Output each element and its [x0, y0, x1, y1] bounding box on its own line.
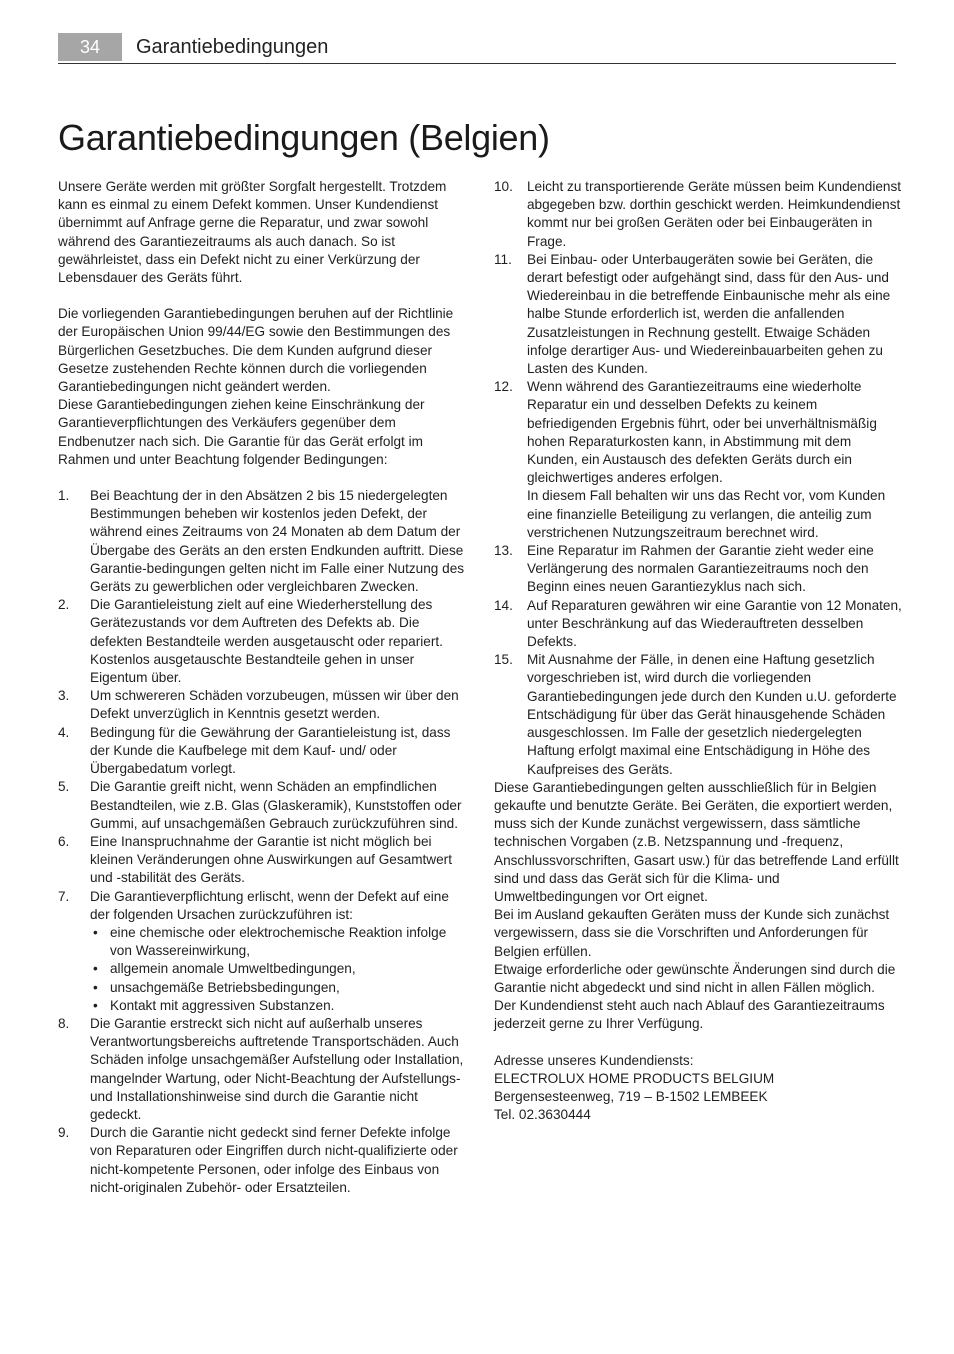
- condition-item: [58, 724, 466, 779]
- item-number: 2.: [58, 597, 70, 613]
- item-number: 4.: [58, 724, 70, 740]
- item-text: Bei Einbau- oder Unterbaugeräten sowie bei Geräten, die derart befestigt oder aufgehängt sind, dass für den Aus- und Wiedereinbau in die betreffende Einbaunische mehr als eine halbe Stunde erforderlich ist, werden die anfallenden Zusatzleistungen in Rechnung gestellt. Etwaige Schäden infolge derartiger Aus- und Wiedereinbauarbeiten gehen zu Lasten des Kunden.: [527, 251, 891, 377]
- closing-paragraph: Diese Garantiebedingungen gelten ausschließlich für in Belgien gekaufte und benutzte Geräte. Bei Geräten, die exportiert werden, muss sich der Kunde zunächst vergewissern, dass sämtliche technischen Vorgaben (z.B. Netzspannung und -frequenz, Anschlussvorschriften, Gasart usw.) für das betreffende Land erfüllt sind und dass das Gerät sich für die Klima- und Umweltbedingungen vor Ort eignet.: [494, 779, 899, 904]
- condition-item: [58, 833, 466, 888]
- closing-paragraph: Etwaige erforderliche oder gewünschte Änderungen sind durch die Garantie nicht abgedeckt und sind nicht in allen Fällen möglich.: [494, 961, 896, 995]
- item-text: Bei Beachtung der in den Absätzen 2 bis 15 niedergelegten Bestimmungen beheben wir kostenlos jeden Defekt, der während eines Zeitraums von 24 Monaten ab dem Datum der Übergabe des Geräts an den ersten Endkunden auftritt. Diese Garantie-bedingungen gelten nicht im Falle einer Nutzung des Geräts zu gewerblichen oder vergleichbaren Zwecken.: [90, 488, 465, 595]
- bullet-item: • Kontakt mit aggressiven Substanzen.: [90, 997, 466, 1015]
- page-title: Garantiebedingungen (Belgien): [58, 117, 550, 158]
- item-text: Durch die Garantie nicht gedeckt sind ferner Defekte infolge von Reparaturen oder Eingriffen durch nicht-qualifizierte oder nicht-kompetente Personen, oder infolge des Einbaus von nicht-originalen Zubehör- oder Ersatzteilen.: [90, 1125, 458, 1195]
- item-number: 7.: [58, 888, 70, 904]
- condition-item: [494, 597, 902, 652]
- condition-item: [58, 888, 466, 1015]
- conditions-list: [58, 487, 466, 1197]
- item-text: Eine Reparatur im Rahmen der Garantie zieht weder eine Verlängerung des normalen Garantiezeitraums noch den Beginn eines neuen Garantiezyklus nach sich.: [527, 543, 874, 595]
- item-number: 8.: [58, 1015, 70, 1031]
- closing-paragraph: Der Kundendienst steht auch nach Ablauf des Garantiezeitraums jederzeit gerne zu Ihrer Verfügung.: [494, 998, 885, 1032]
- item-number: 10.: [494, 179, 513, 194]
- item-text-continued: In diesem Fall behalten wir uns das Recht vor, vom Kunden eine finanzielle Beteiligung zu verlangen, die anteilig zum verstrichenen Nutzungszeitraum berechnet wird.: [527, 488, 886, 540]
- intro-paragraph: Diese Garantiebedingungen ziehen keine Einschränkung der Garantieverpflichtungen des Verkäufers gegenüber dem Endbenutzer nach sich. Die Garantie für das Gerät erfolgt im Rahmen und unter Beachtung folgender Bedingungen:: [58, 397, 425, 467]
- item-text: Bedingung für die Gewährung der Garantieleistung ist, dass der Kunde die Kaufbelege mit dem Kauf- und/ oder Übergabedatum vorlegt.: [90, 724, 451, 777]
- condition-item: [58, 687, 466, 723]
- intro-paragraph: Die vorliegenden Garantiebedingungen beruhen auf der Richtlinie der Europäischen Union 99/44/EG sowie den Bestimmungen des Bürgerlichen Gesetzbuches. Die dem Kunden aufgrund dieser Gesetze zustehenden Rechte können durch die vorliegenden Garantiebedingungen nicht geändert werden.: [58, 306, 454, 395]
- address-phone: Tel. 02.3630444: [494, 1107, 591, 1123]
- condition-item: [494, 178, 902, 251]
- address-company: ELECTROLUX HOME PRODUCTS BELGIUM: [494, 1070, 775, 1086]
- right-column: [494, 178, 902, 1124]
- condition-item: [58, 487, 466, 596]
- item-text: Leicht zu transportierende Geräte müssen beim Kundendienst abgegeben bzw. dorthin geschickt werden. Heimkundendienst kommt nur bei großen Geräten oder bei Einbaugeräten in Frage.: [527, 179, 902, 249]
- item-text: Die Garantie erstreckt sich nicht auf außerhalb unseres Verantwortungsbereichs auftretende Transportschäden. Auch Schäden infolge unsachgemäßer Aufstellung oder Installation, mangelnder Wartung, oder Nicht-Beachtung der Aufstellungs- und Installationshinweise sind durch die Garantie nicht gedeckt.: [90, 1015, 464, 1122]
- item-text: Die Garantie greift nicht, wenn Schäden an empfindlichen Bestandteilen, wie z.B. Glas (Glaskeramik), Kunststoffen oder Gummi, auf unsachgemäßen Gebrauch zurückzuführen sind.: [90, 779, 462, 831]
- item-number: 12.: [494, 379, 513, 395]
- condition-item: [58, 1124, 466, 1197]
- page-header: [58, 33, 896, 64]
- bullet-item: • eine chemische oder elektrochemische Reaktion infolge von Wassereinwirkung,: [90, 924, 466, 960]
- address-street: Bergensesteenweg, 719 – B-1502 LEMBEEK: [494, 1088, 768, 1104]
- item-number: 13.: [494, 543, 513, 559]
- section-title: Garantiebedingungen: [136, 36, 329, 58]
- condition-item: [494, 542, 902, 597]
- condition-item: [494, 251, 902, 378]
- condition-item: [58, 596, 466, 687]
- intro-paragraph: Unsere Geräte werden mit größter Sorgfalt hergestellt. Trotzdem kann es einmal zu einem Defekt kommen. Unser Kundendienst übernimmt auf Anfrage gerne die Reparatur, und zwar sowohl während des Garantiezeitraums als auch danach. So ist gewährleistet, dass ein Defekt nicht zu einer Verkürzung der Lebensdauer des Geräts führt.: [58, 179, 447, 286]
- item-text: Wenn während des Garantiezeitraums eine wiederholte Reparatur ein und desselben Defekts zu keinem befriedigenden Ergebnis führt, oder bei unverhältnismäßig hohen Reparaturkosten kann, in Abstimmung mit dem Kunden, ein Austausch des defekten Geräts durch ein gleichwertiges anderes erfolgen.: [527, 379, 877, 486]
- bullet-item: • allgemein anomale Umweltbedingungen,: [90, 960, 466, 978]
- item-number: 5.: [58, 779, 70, 795]
- item-text: Um schwereren Schäden vorzubeugen, müssen wir über den Defekt unverzüglich in Kenntnis gesetzt werden.: [90, 688, 459, 722]
- bullet-item: • unsachgemäße Betriebsbedingungen,: [90, 979, 466, 997]
- item-number: 15.: [494, 652, 513, 668]
- conditions-list-continued: [494, 178, 902, 779]
- page-number: 34: [58, 33, 122, 61]
- condition-item: [58, 1015, 466, 1124]
- cause-list: [90, 924, 466, 1015]
- item-text: Mit Ausnahme der Fälle, in denen eine Haftung gesetzlich vorgeschrieben ist, wird durch die vorliegenden Garantiebedingungen jede durch den Kunden u.U. geforderte Entschädigung für über das Gerät hinausgehende Schäden ausgeschlossen. Im Falle der gesetzlich niedergelegten Haftung erfolgt maximal eine Entschädigung in Höhe des Kaufpreises des Geräts.: [527, 652, 897, 777]
- item-number: 9.: [58, 1125, 70, 1141]
- address-label: Adresse unseres Kundendiensts:: [494, 1052, 694, 1068]
- condition-item: [494, 378, 902, 542]
- item-number: 11.: [494, 251, 512, 267]
- left-column: [58, 178, 466, 1197]
- closing-paragraph: Bei im Ausland gekauften Geräten muss der Kunde sich zunächst vergewissern, dass sie die Vorschriften und Anforderungen für Belgien erfüllen.: [494, 907, 890, 959]
- item-number: 14.: [494, 597, 513, 613]
- condition-item: [494, 651, 902, 778]
- item-number: 6.: [58, 833, 70, 849]
- item-text: Eine Inanspruchnahme der Garantie ist nicht möglich bei kleinen Veränderungen ohne Auswirkungen auf Gesamtwert und -stabilität des Geräts.: [90, 833, 452, 886]
- item-number: 1.: [58, 488, 70, 504]
- item-number: 3.: [58, 688, 70, 704]
- item-text: Die Garantieleistung zielt auf eine Wiederherstellung des Gerätezustands vor dem Auftreten des Defekts ab. Die defekten Bestandteile werden ausgetauscht oder repariert. Kostenlos ausgetauschte Bestandteile gehen in unser Eigentum über.: [90, 597, 443, 686]
- condition-item: [58, 778, 466, 833]
- item-text: Die Garantieverpflichtung erlischt, wenn der Defekt auf eine der folgenden Ursachen zurückzuführen ist:: [90, 888, 449, 922]
- item-text: Auf Reparaturen gewähren wir eine Garantie von 12 Monaten, unter Beschränkung auf das Wiederauftreten desselben Defekts.: [527, 597, 902, 650]
